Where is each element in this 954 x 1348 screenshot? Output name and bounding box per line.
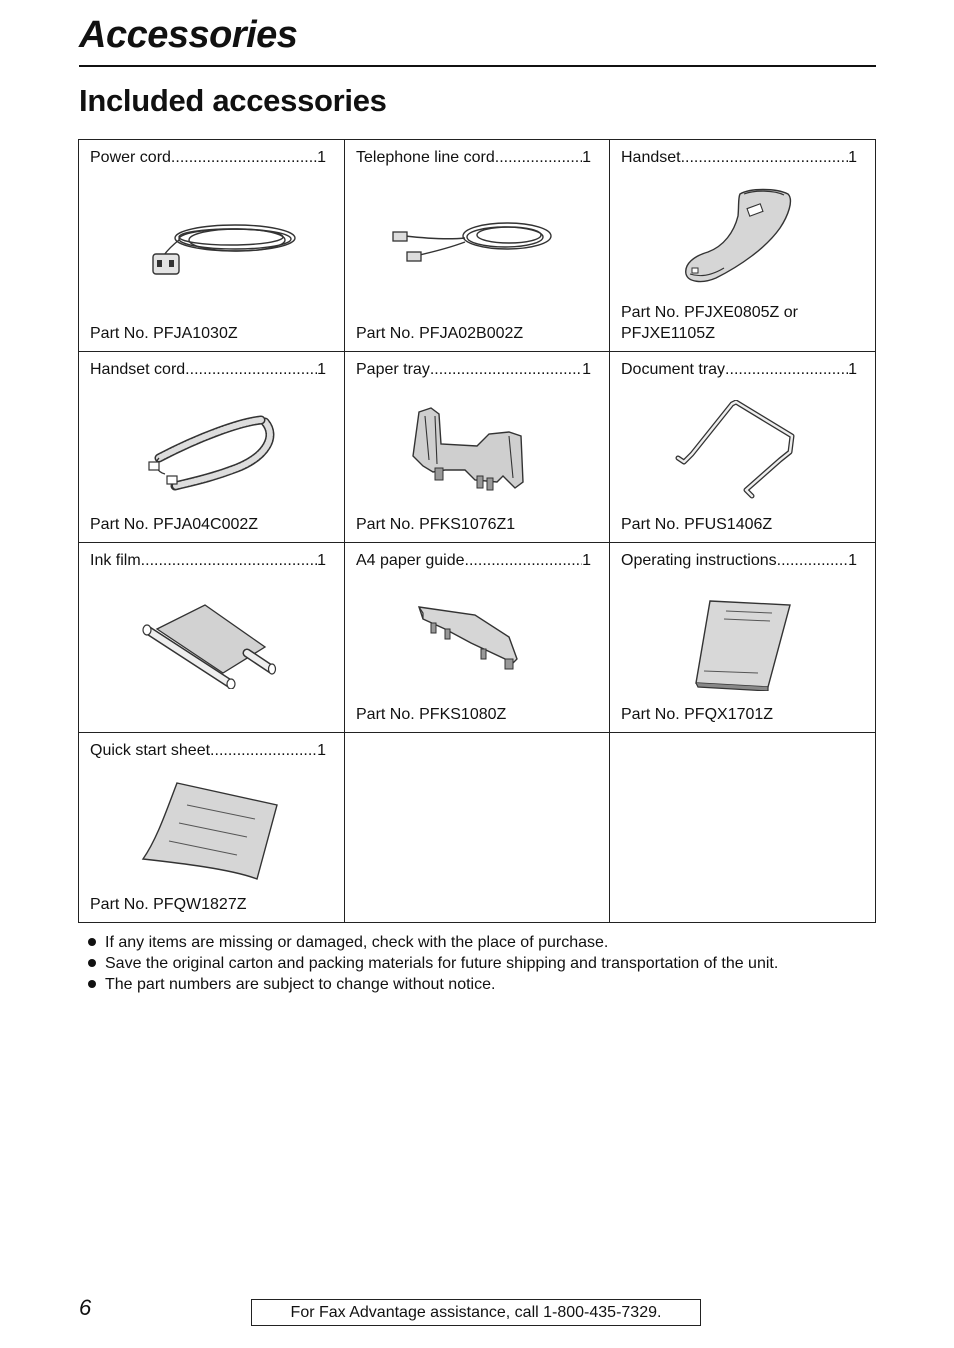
part-number: Part No. PFJA02B002Z <box>356 325 524 342</box>
part-number: Part No. PFJA1030Z <box>90 325 238 342</box>
item-name: Ink film <box>90 552 141 569</box>
accessory-cell-operating-instructions <box>610 543 876 733</box>
part-number: Part No. PFQW1827Z <box>90 896 247 913</box>
title-divider <box>79 65 876 67</box>
item-quantity: 1 <box>582 149 591 166</box>
section-title: Accessories <box>79 14 298 56</box>
item-name: Quick start sheet <box>90 742 211 759</box>
item-name: Power cord <box>90 149 171 166</box>
quick-start-sheet-icon <box>139 779 279 883</box>
paper-tray-icon <box>405 406 543 496</box>
item-name: Paper tray <box>356 361 430 378</box>
notes-list <box>87 932 778 995</box>
page-title: Included accessories <box>79 83 387 118</box>
handset-cord-icon <box>141 412 277 498</box>
item-quantity: 1 <box>848 552 857 569</box>
ink-film-icon <box>139 601 277 689</box>
accessory-cell-document-tray <box>610 352 876 543</box>
empty-cell <box>345 733 610 923</box>
accessory-cell-ink-film <box>79 543 345 733</box>
item-quantity: 1 <box>317 361 326 378</box>
item-quantity: 1 <box>317 149 326 166</box>
item-quantity: 1 <box>848 149 857 166</box>
note-item: Save the original carton and packing materials for future shipping and transportation of the unit. <box>87 953 778 974</box>
accessory-cell-telephone-line-cord <box>345 140 610 352</box>
item-quantity: 1 <box>848 361 857 378</box>
accessory-cell-handset <box>610 140 876 352</box>
telephone-line-cord-icon <box>389 208 557 272</box>
note-item: The part numbers are subject to change without notice. <box>87 974 778 995</box>
part-number: Part No. PFUS1406Z <box>621 516 773 533</box>
power-cord-icon <box>139 208 301 282</box>
item-name: A4 paper guide <box>356 552 465 569</box>
item-name: Document tray <box>621 361 726 378</box>
accessory-cell-handset-cord <box>79 352 345 543</box>
document-tray-icon <box>674 400 800 504</box>
item-name: Handset <box>621 149 681 166</box>
accessory-cell-paper-tray <box>345 352 610 543</box>
note-item: If any items are missing or damaged, check with the place of purchase. <box>87 932 778 953</box>
operating-instructions-icon <box>692 597 796 691</box>
accessories-table <box>78 139 876 923</box>
item-quantity: 1 <box>317 742 326 759</box>
item-quantity: 1 <box>317 552 326 569</box>
part-number: Part No. PFJXE0805Z or PFJXE1105Z <box>621 304 798 342</box>
item-name: Telephone line cord <box>356 149 495 166</box>
accessory-cell-quick-start-sheet <box>79 733 345 923</box>
accessory-cell-power-cord <box>79 140 345 352</box>
item-name: Handset cord <box>90 361 186 378</box>
part-number: Part No. PFKS1076Z1 <box>356 516 516 533</box>
part-number: Part No. PFQX1701Z <box>621 706 774 723</box>
a4-paper-guide-icon <box>415 603 527 675</box>
part-number: Part No. PFJA04C002Z <box>90 516 259 533</box>
empty-cell <box>610 733 876 923</box>
item-name: Operating instructions <box>621 552 777 569</box>
item-quantity: 1 <box>582 552 591 569</box>
handset-icon <box>680 186 798 290</box>
accessory-cell-a4-paper-guide <box>345 543 610 733</box>
part-number: Part No. PFKS1080Z <box>356 706 507 723</box>
item-quantity: 1 <box>582 361 591 378</box>
page-number: 6 <box>79 1295 92 1320</box>
footer-assistance: For Fax Advantage assistance, call 1-800-435-7329. <box>251 1299 701 1326</box>
